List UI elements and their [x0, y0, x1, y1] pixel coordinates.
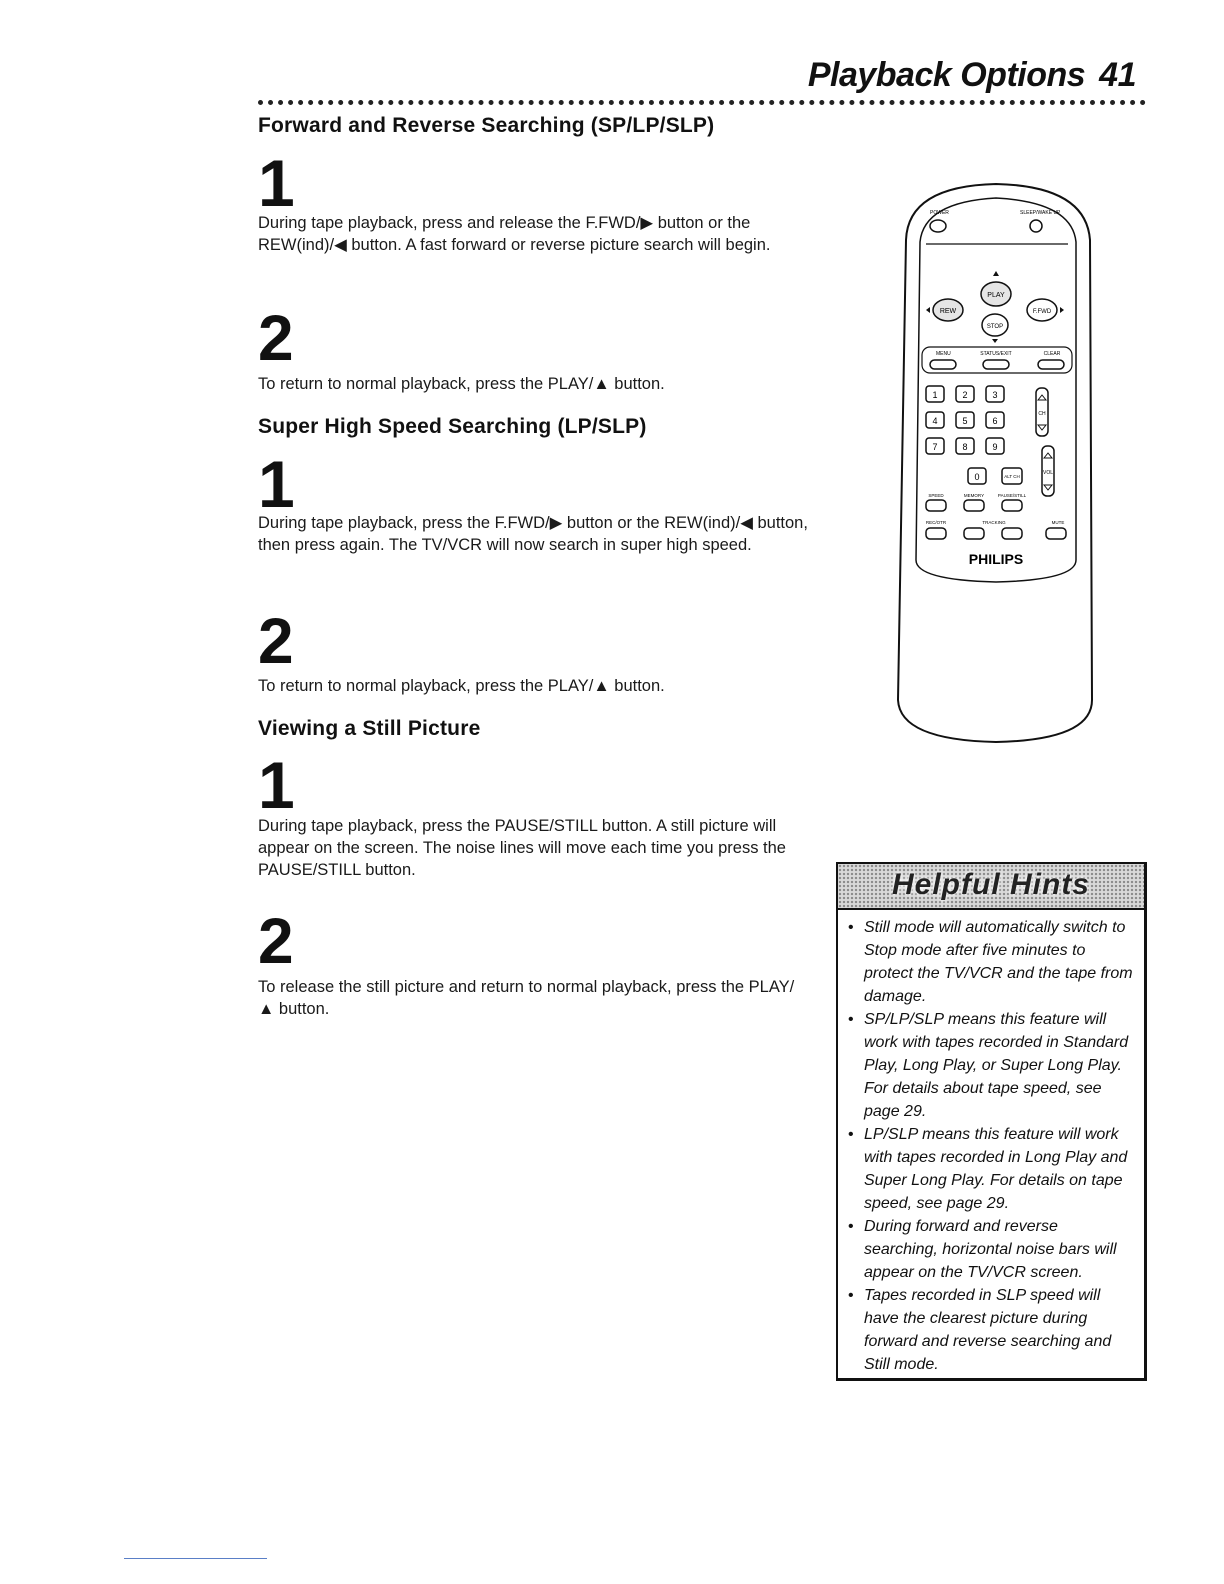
step-number: 2 — [258, 905, 292, 977]
digit-label: 8 — [962, 442, 968, 452]
record-label: REC/OTR — [925, 520, 947, 525]
step-text: During tape playback, press the F.FWD/▶ button or the REW(ind)/◀ button, then press again. The TV/VCR will now search in super high speed. — [258, 514, 808, 554]
power-label: POWER — [930, 210, 949, 216]
digit-label: 1 — [932, 390, 938, 400]
status-label: STATUS/EXIT — [980, 351, 1012, 357]
digit-label: 4 — [932, 416, 938, 426]
memory-label: MEMORY — [963, 493, 985, 498]
ch-label: CH — [1038, 411, 1046, 417]
hint-item: • LP/SLP means this feature will work with tapes recorded in Long Play and Super Long Play. For details on tape speed, see page 29. — [846, 1123, 1136, 1215]
header-divider — [258, 100, 1146, 105]
step-text: During tape playback, press and release the F.FWD/▶ button or the REW(ind)/◀ button. A fast forward or reverse picture search will begin. — [258, 214, 771, 254]
step-text: To return to normal playback, press the PLAY/▲ button. — [258, 677, 665, 695]
remote-brand-logo: PHILIPS — [968, 551, 1024, 567]
digit-label: 3 — [992, 390, 998, 400]
pause-label: PAUSE/STILL — [997, 493, 1027, 498]
clear-label: CLEAR — [1043, 351, 1061, 357]
hints-list — [838, 910, 1144, 1376]
vol-label: VOL — [1042, 470, 1054, 476]
tracking-up-button[interactable] — [1002, 528, 1022, 539]
tracking-down-button[interactable] — [964, 528, 984, 539]
helpful-hints-box — [836, 862, 1147, 1381]
digit-label: 5 — [962, 416, 968, 426]
remote-control-illustration — [896, 180, 1098, 746]
digit-label: 9 — [992, 442, 998, 452]
page-header — [808, 56, 1136, 95]
rew-label: REW — [939, 308, 957, 315]
sleep-button[interactable] — [1030, 220, 1042, 232]
hint-item: • During forward and reverse searching, horizontal noise bars will appear on the TV/VCR screen. — [846, 1215, 1136, 1284]
section-heading-super-high-speed: Super High Speed Searching (LP/SLP) — [258, 415, 647, 438]
record-button[interactable] — [926, 528, 946, 539]
stop-label: STOP — [986, 324, 1004, 330]
step-text: To release the still picture and return to normal playback, press the PLAY/▲ button. — [258, 978, 795, 1018]
play-label: PLAY — [987, 292, 1005, 299]
page-number: 41 — [1099, 56, 1136, 94]
helpful-hints-title: Helpful Hints — [892, 868, 1090, 901]
step-number: 1 — [258, 447, 293, 521]
ffwd-label: F.FWD — [1032, 309, 1052, 315]
memory-button[interactable] — [964, 500, 984, 511]
page-title: Playback Options — [807, 56, 1086, 94]
mute-button[interactable] — [1046, 528, 1066, 539]
power-button[interactable] — [930, 220, 946, 232]
hint-item: • Still mode will automatically switch to Stop mode after five minutes to protect the TV/VCR and the tape from damage. — [846, 916, 1136, 1008]
digit-label: 7 — [932, 442, 938, 452]
footer-rule — [124, 1558, 267, 1559]
section-heading-forward-reverse: Forward and Reverse Searching (SP/LP/SLP) — [258, 114, 715, 137]
section-heading-still-picture: Viewing a Still Picture — [258, 717, 481, 740]
speed-label: SPEED — [928, 493, 944, 498]
digit-label: 0 — [974, 472, 980, 482]
hint-item: • Tapes recorded in SLP speed will have the clearest picture during forward and reverse searching and Still mode. — [846, 1284, 1136, 1376]
sleep-label: SLEEP/WAKE UP — [1020, 210, 1061, 216]
remote-body — [898, 184, 1092, 742]
step-number: 1 — [258, 748, 293, 822]
digit-label: 2 — [962, 390, 968, 400]
pause-still-button[interactable] — [1002, 500, 1022, 511]
step-text: During tape playback, press the PAUSE/STILL button. A still picture will appear on the screen. The noise lines will move each time you press the PAUSE/STILL button. — [258, 817, 786, 879]
helpful-hints-banner — [838, 864, 1144, 910]
status-button[interactable] — [983, 360, 1009, 369]
mute-label: MUTE — [1051, 520, 1065, 525]
clear-button[interactable] — [1038, 360, 1064, 369]
digit-label: 6 — [992, 416, 998, 426]
alt-ch-label: ALT CH — [1004, 474, 1020, 479]
step-number: 1 — [258, 146, 293, 220]
hint-item: • SP/LP/SLP means this feature will work with tapes recorded in Standard Play, Long Play, or Super Long Play. For details about tape speed, see page 29. — [846, 1008, 1136, 1123]
step-text: To return to normal playback, press the PLAY/▲ button. — [258, 375, 665, 393]
menu-label: MENU — [936, 351, 951, 357]
step-number: 2 — [258, 605, 292, 677]
step-number: 2 — [258, 302, 292, 374]
tracking-label: TRACKING — [982, 520, 1006, 525]
speed-button[interactable] — [926, 500, 946, 511]
menu-button[interactable] — [930, 360, 956, 369]
